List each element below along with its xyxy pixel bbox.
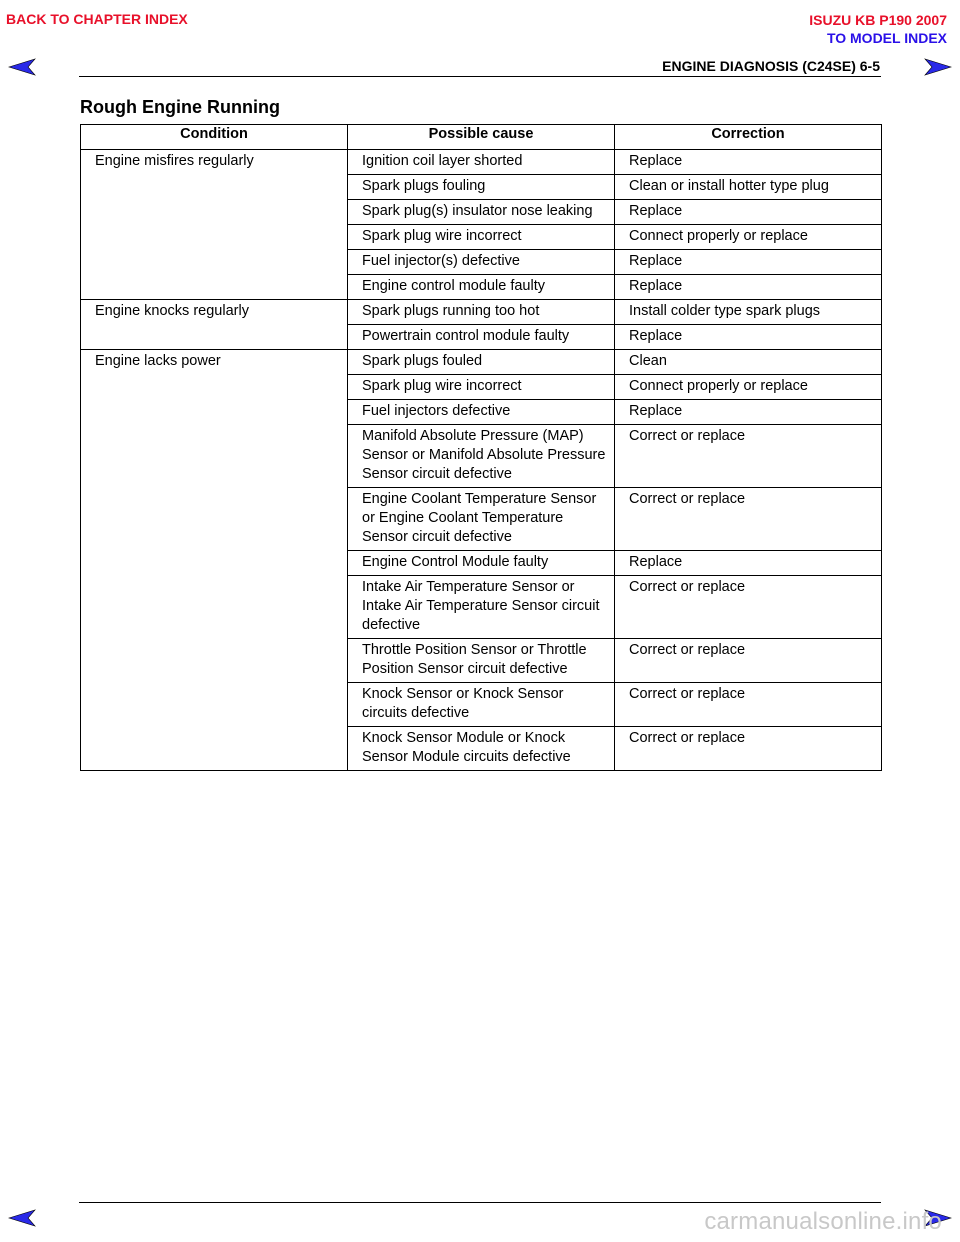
- correction-cell: Connect properly or replace: [615, 375, 882, 400]
- correction-cell: Correct or replace: [615, 639, 882, 683]
- column-header-condition: Condition: [81, 125, 348, 150]
- table-row: [81, 350, 882, 375]
- condition-cell: Engine knocks regularly: [81, 300, 348, 350]
- watermark: carmanualsonline.info: [704, 1208, 942, 1235]
- possible-cause-cell: Spark plugs running too hot: [348, 300, 615, 325]
- diagnosis-table-body: [81, 150, 882, 771]
- possible-cause-cell: Engine Coolant Temperature Sensor or Engine Coolant Temperature Sensor circuit defective: [348, 488, 615, 551]
- possible-cause-cell: Manifold Absolute Pressure (MAP) Sensor or Manifold Absolute Pressure Sensor circuit defective: [348, 425, 615, 488]
- footer-divider: [79, 1202, 881, 1203]
- correction-cell: Clean: [615, 350, 882, 375]
- to-model-index-link[interactable]: TO MODEL INDEX: [826, 30, 947, 46]
- condition-cell: Engine lacks power: [81, 350, 348, 771]
- prev-page-arrow-icon[interactable]: [8, 58, 38, 76]
- correction-cell: Correct or replace: [615, 683, 882, 727]
- possible-cause-cell: Knock Sensor Module or Knock Sensor Module circuits defective: [348, 727, 615, 771]
- correction-cell: Replace: [615, 150, 882, 175]
- possible-cause-cell: Fuel injectors defective: [348, 400, 615, 425]
- correction-cell: Replace: [615, 200, 882, 225]
- possible-cause-cell: Spark plugs fouled: [348, 350, 615, 375]
- correction-cell: Correct or replace: [615, 488, 882, 551]
- possible-cause-cell: Engine Control Module faulty: [348, 551, 615, 576]
- next-page-arrow-icon[interactable]: [922, 58, 952, 76]
- possible-cause-cell: Spark plug(s) insulator nose leaking: [348, 200, 615, 225]
- condition-cell: Engine misfires regularly: [81, 150, 348, 300]
- correction-cell: Replace: [615, 250, 882, 275]
- diagnosis-table: [80, 124, 882, 771]
- correction-cell: Replace: [615, 275, 882, 300]
- column-header-possible-cause: Possible cause: [348, 125, 615, 150]
- possible-cause-cell: Engine control module faulty: [348, 275, 615, 300]
- section-title: Rough Engine Running: [80, 97, 280, 117]
- correction-cell: Install colder type spark plugs: [615, 300, 882, 325]
- possible-cause-cell: Spark plug wire incorrect: [348, 375, 615, 400]
- page-header-title: ENGINE DIAGNOSIS (C24SE) 6-5: [662, 58, 880, 74]
- correction-cell: Clean or install hotter type plug: [615, 175, 882, 200]
- possible-cause-cell: Throttle Position Sensor or Throttle Position Sensor circuit defective: [348, 639, 615, 683]
- table-row: [81, 300, 882, 325]
- correction-cell: Replace: [615, 325, 882, 350]
- possible-cause-cell: Knock Sensor or Knock Sensor circuits defective: [348, 683, 615, 727]
- header-divider: [79, 76, 881, 77]
- model-nav: [809, 11, 947, 47]
- correction-cell: Replace: [615, 551, 882, 576]
- back-to-chapter-index-link[interactable]: BACK TO CHAPTER INDEX: [6, 11, 188, 27]
- table-header-row: [81, 125, 882, 150]
- possible-cause-cell: Spark plug wire incorrect: [348, 225, 615, 250]
- possible-cause-cell: Spark plugs fouling: [348, 175, 615, 200]
- possible-cause-cell: Fuel injector(s) defective: [348, 250, 615, 275]
- correction-cell: Correct or replace: [615, 576, 882, 639]
- correction-cell: Correct or replace: [615, 425, 882, 488]
- correction-cell: Connect properly or replace: [615, 225, 882, 250]
- possible-cause-cell: Intake Air Temperature Sensor or Intake Air Temperature Sensor circuit defective: [348, 576, 615, 639]
- possible-cause-cell: Ignition coil layer shorted: [348, 150, 615, 175]
- correction-cell: Replace: [615, 400, 882, 425]
- model-title: ISUZU KB P190 2007: [809, 12, 947, 28]
- prev-page-arrow-icon-bottom[interactable]: [8, 1209, 38, 1227]
- possible-cause-cell: Powertrain control module faulty: [348, 325, 615, 350]
- correction-cell: Correct or replace: [615, 727, 882, 771]
- column-header-correction: Correction: [615, 125, 882, 150]
- table-row: [81, 150, 882, 175]
